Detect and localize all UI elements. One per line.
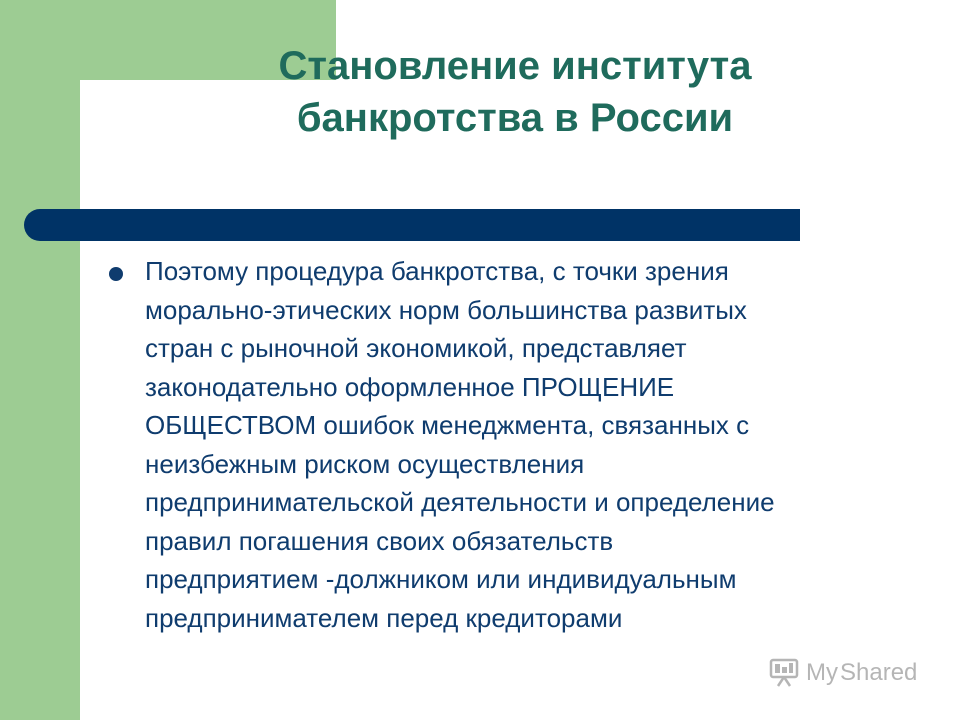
left-green-band [0,0,80,720]
myshared-watermark [768,652,928,692]
bullet-line: стран с рыночной экономикой, представляет [145,333,687,363]
bullet-line: неизбежным риском осуществления [145,448,585,479]
slide-title-line: банкротства в России [296,96,734,140]
bullet-line: Поэтому процедура банкротства, с точки зрения [145,256,729,286]
bullet-dot-icon [109,267,123,281]
presentation-board-icon [768,656,800,688]
bullet-line: законодательно оформленное ПРОЩЕНИЕ [145,371,675,402]
slide-title-line: Становление института [278,44,752,88]
bullet-line: правил погашения своих обязательств [145,525,614,556]
bullet-line: предпринимателем перед кредиторами [145,602,623,633]
title-divider-bar [24,209,800,241]
svg-text:Shared: Shared [840,659,918,686]
bullet-paragraph [145,252,935,637]
bullet-line: морально-этических норм большинства развитых [145,294,747,325]
myshared-logo [806,656,926,688]
bullet-line: предпринимательской деятельности и определение [145,487,775,517]
slide-title [150,40,880,144]
bullet-line: ОБЩЕСТВОМ ошибок менеджмента, связанных с [145,410,750,440]
svg-text:My: My [806,659,838,686]
bullet-line: предприятием -должником или индивидуальным [145,564,737,594]
